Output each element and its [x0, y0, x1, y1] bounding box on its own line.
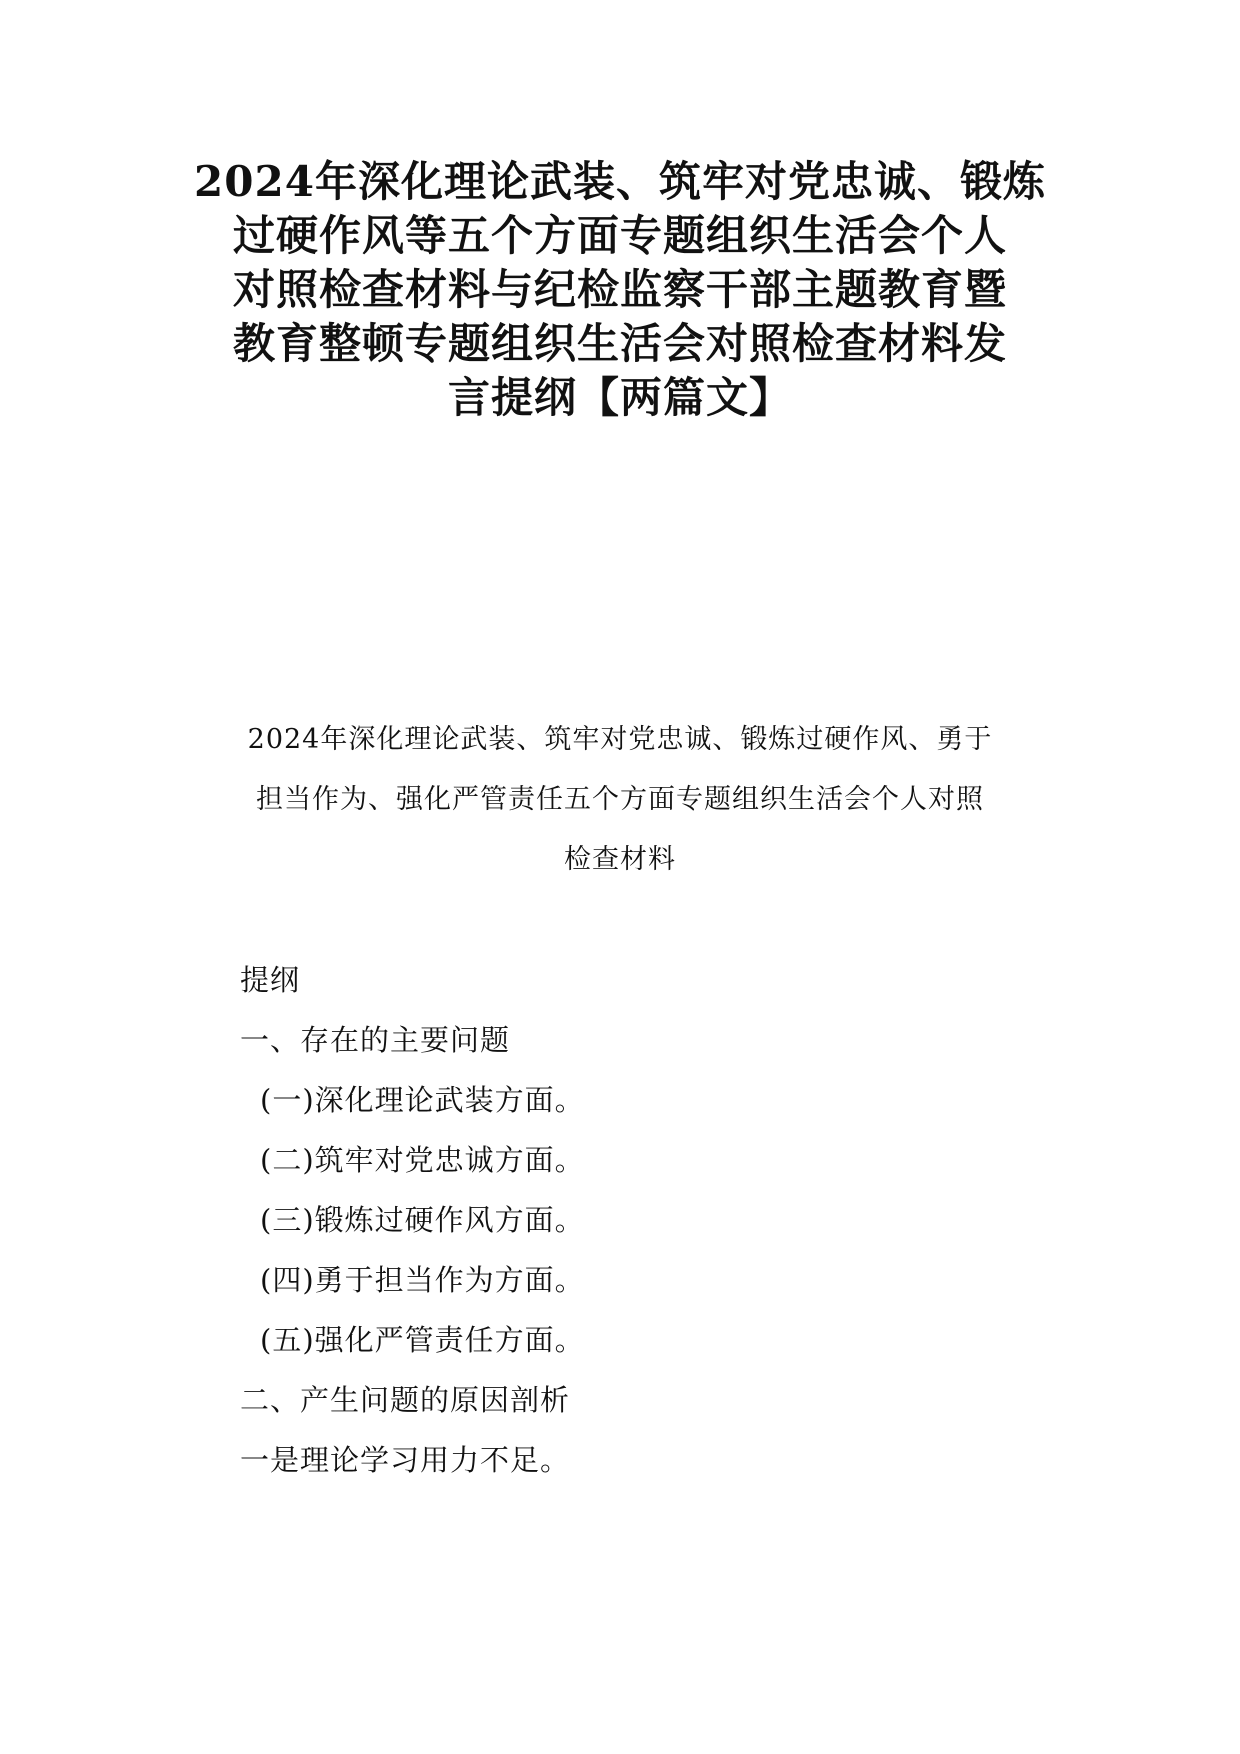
section-heading-problems: 一、存在的主要问题 [240, 1023, 511, 1057]
sub-title-line: 2024年深化理论武装、筑牢对党忠诚、锻炼过硬作风、勇于 [247, 724, 993, 755]
outline-heading: 提纲 [240, 963, 301, 997]
document-main-title [185, 155, 1055, 425]
document-sub-title [180, 710, 1060, 890]
outline-section [240, 950, 1060, 1490]
sub-title-line: 检查材料 [564, 844, 676, 875]
sub-title-line: 担当作为、强化严管责任五个方面专题组织生活会个人对照 [256, 784, 984, 815]
cause-point: 一是理论学习用力不足。 [240, 1443, 571, 1477]
outline-item: (五)强化严管责任方面。 [260, 1323, 585, 1357]
outline-item: (三)锻炼过硬作风方面。 [260, 1203, 585, 1237]
main-title-line: 过硬作风等五个方面专题组织生活会个人 [232, 211, 1007, 260]
outline-item: (二)筑牢对党忠诚方面。 [260, 1143, 585, 1177]
outline-item: (一)深化理论武装方面。 [260, 1083, 585, 1117]
main-title-line: 对照检查材料与纪检监察干部主题教育暨 [232, 265, 1007, 314]
outline-item: (四)勇于担当作为方面。 [260, 1263, 585, 1297]
main-title-line: 教育整顿专题组织生活会对照检查材料发 [232, 319, 1007, 368]
section-heading-causes: 二、产生问题的原因剖析 [240, 1383, 571, 1417]
main-title-line: 言提纲【两篇文】 [447, 373, 792, 422]
main-title-line: 2024年深化理论武装、筑牢对党忠诚、锻炼 [194, 157, 1046, 206]
